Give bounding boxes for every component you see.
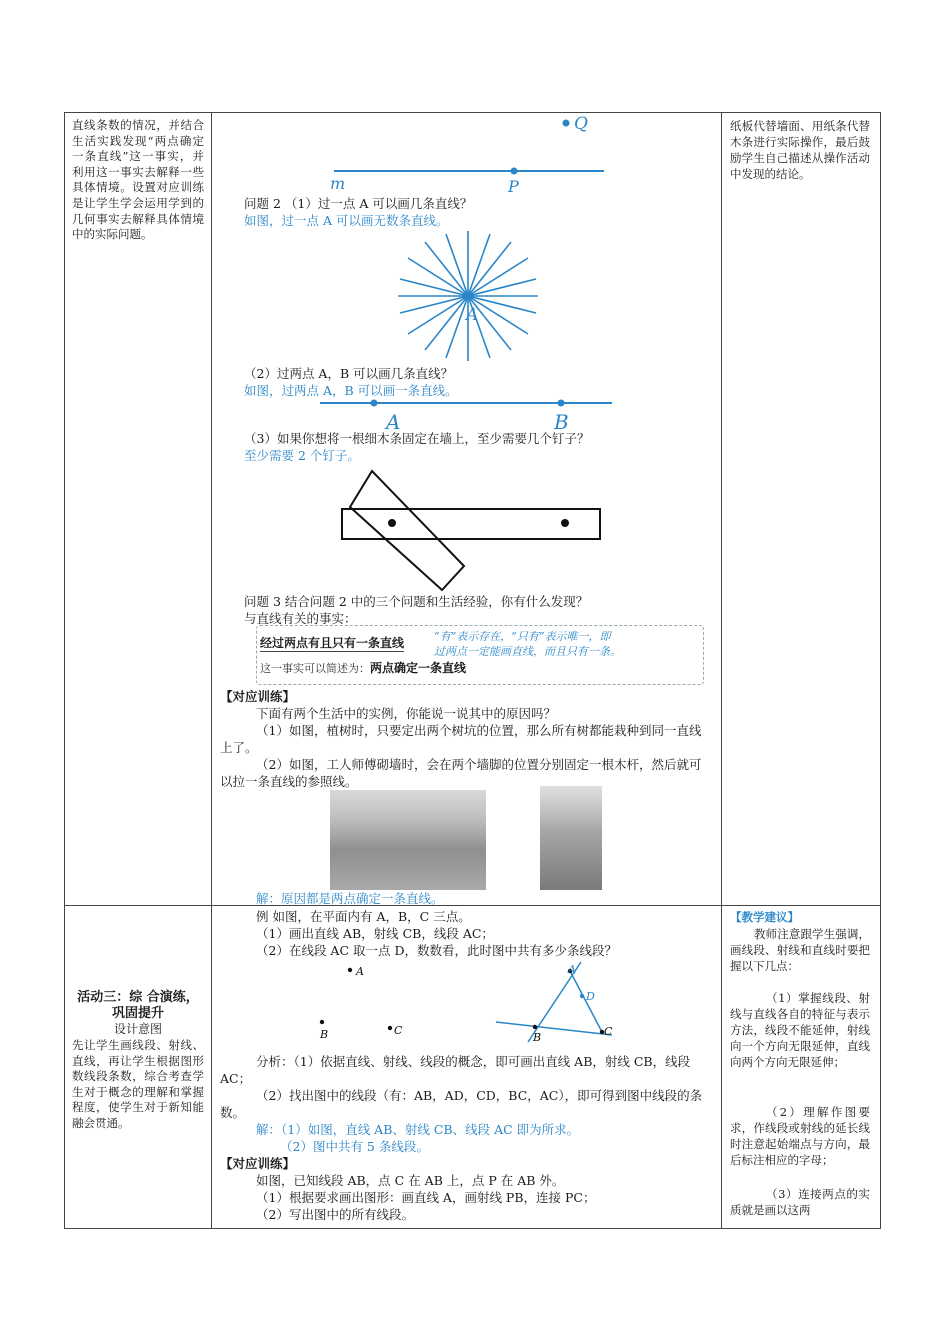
column-divider-left xyxy=(211,112,212,1228)
label-d-sol: D xyxy=(586,990,595,1003)
label-a-dot: A xyxy=(356,965,364,978)
analysis-1: 分析：（1）依据直线、射线、线段的概念，即可画出直线 AB，射线 CB，线段 AC； xyxy=(220,1054,691,1086)
nail-2 xyxy=(561,519,569,527)
fact-short-prefix: 这一事实可以简述为： xyxy=(260,662,370,675)
question-2-3: （3）如果你想将一根细木条固定在墙上，至少需要几个钉子？ xyxy=(244,431,590,446)
solution-1: 解：（1）如图，直线 AB、射线 CB、线段 AC 即为所求。 xyxy=(256,1122,580,1137)
label-a-star: A xyxy=(466,305,479,325)
point-b-line xyxy=(558,400,565,407)
fact-note-line-2: 过两点一定能画直线，而且只有一条。 xyxy=(434,645,621,658)
label-c-dot: C xyxy=(394,1024,403,1037)
label-a-line: A xyxy=(386,410,401,434)
training-1-answer: 解：原因都是两点确定一条直线。 xyxy=(256,891,444,906)
training-2-label: 【对应训练】 xyxy=(220,1156,296,1171)
teaching-suggestion-label: 【教学建议】 xyxy=(730,910,799,924)
design-intent-text-2: 先让学生画线段、射线、直线，再让学生根据图形数线段条数，综合考查学生对于概念的理解和掌握程度，使学生对于新知能融会贯通。 xyxy=(72,1038,204,1130)
tree-planting-photo xyxy=(330,790,486,890)
point-p xyxy=(511,168,518,175)
activity-title: 活动三：综 合演练，巩固提升 xyxy=(77,990,199,1021)
fact-note-line-1: “有”表示存在，“只有”表示唯一，即 xyxy=(434,630,611,643)
training-1-intro: 下面有两个生活中的实例，你能说一说其中的原因吗？ xyxy=(256,706,557,721)
lines-through-point-figure xyxy=(396,228,540,370)
tilted-stick xyxy=(350,471,464,590)
training-2-intro: 如图，已知线段 AB，点 C 在 AB 上，点 P 在 AB 外。 xyxy=(256,1173,565,1188)
teaching-suggestion-p2: （1）掌握线段、射线与直线各自的特征与表示方法，线段不能延伸，射线向一个方向无限延伸，直线向两个方向无限延伸； xyxy=(730,991,870,1069)
training-2-item-2: （2）写出图中的所有线段。 xyxy=(256,1207,414,1222)
analysis-2: （2）找出图中的线段（有：AB，AD，CD，BC，AC），即可得到图中线段的条数。 xyxy=(220,1088,703,1120)
line-m-figure xyxy=(320,112,620,196)
teaching-suggestion-p1: 教师注意跟学生强调，画线段、射线和直线时要把握以下几点： xyxy=(730,927,870,973)
label-b-sol: B xyxy=(533,1031,542,1044)
fact-main: 经过两点有且只有一条直线 xyxy=(260,636,405,650)
label-p: P xyxy=(508,177,519,196)
teaching-note-1: 纸板代替墙面、用纸条代替木条进行实际操作，最后鼓励学生自己描述从操作活动中发现的结论。 xyxy=(730,119,870,181)
training-1-item-2: （2）如图，工人师傅砌墙时，会在两个墙脚的位置分别固定一根木杆，然后就可以拉一条直线的参照线。 xyxy=(220,757,702,789)
example-part-2: （2）在线段 AC 取一点 D，数数看，此时图中共有多少条线段？ xyxy=(256,943,617,958)
teaching-suggestion-p4: （3）连接两点的实质就是画以这两 xyxy=(730,1187,870,1217)
ray-cb xyxy=(496,1022,612,1035)
example-statement: 例 如图，在平面内有 A，B，C 三点。 xyxy=(256,909,471,924)
label-m: m xyxy=(330,174,346,193)
bricklayer-photo xyxy=(540,786,602,890)
label-q: Q xyxy=(574,114,588,134)
question-2-answer-2: 如图，过两点 A，B 可以画一条直线。 xyxy=(244,383,458,398)
fact-short: 两点确定一条直线 xyxy=(370,661,467,675)
point-a-dot xyxy=(348,968,352,972)
teaching-suggestion-p3: （2）理解作图要求，作线段或射线的延长线时注意起始端点与方向，最后标注相应的字母； xyxy=(730,1105,870,1167)
solution-2: （2）图中共有 5 条线段。 xyxy=(280,1139,429,1154)
column-divider-right xyxy=(721,112,722,1228)
design-intent-heading: 设计意图 xyxy=(113,1022,162,1036)
question-3-facts-label: 与直线有关的事实： xyxy=(244,611,357,626)
question-2-part-3 xyxy=(220,430,712,464)
question-2-block xyxy=(220,195,712,229)
label-a-sol: A xyxy=(568,963,576,976)
question-2: 问题 2 （1）过一点 A 可以画几条直线？ xyxy=(244,196,473,211)
example-part-1: （1）画出直线 AB，射线 CB，线段 AC； xyxy=(256,926,494,941)
point-a-line xyxy=(371,400,378,407)
sticks-nails-figure xyxy=(326,466,606,592)
point-d-sol xyxy=(580,994,584,998)
question-2-answer-1: 如图，过一点 A 可以画无数条直线。 xyxy=(244,213,449,228)
point-q xyxy=(563,120,570,127)
training-1-label: 【对应训练】 xyxy=(220,689,296,704)
training-2-item-1: （1）根据要求画出图形：画直线 A，画射线 PB，连接 PC； xyxy=(256,1190,596,1205)
question-3-block xyxy=(220,593,712,627)
solution-figure xyxy=(488,960,620,1046)
line-ab-figure xyxy=(316,392,616,434)
training-1-item-1: （1）如图，植树时，只要定出两个树坑的位置，那么所有树都能栽种到同一直线上了。 xyxy=(220,723,702,755)
fact-note xyxy=(434,629,621,659)
point-b-dot xyxy=(320,1020,324,1024)
label-b-line: B xyxy=(554,410,569,434)
point-c-dot xyxy=(388,1026,392,1030)
label-b-dot: B xyxy=(320,1028,329,1041)
point-b-sol xyxy=(533,1025,537,1029)
label-c-sol: C xyxy=(604,1025,613,1038)
points-abc-figure xyxy=(312,960,412,1042)
example-block xyxy=(220,908,712,959)
question-3: 问题 3 结合问题 2 中的三个问题和生活经验，你有什么发现？ xyxy=(244,594,589,609)
analysis-solution-block xyxy=(220,1053,712,1223)
training-1-block xyxy=(220,688,712,790)
fact-short-line xyxy=(260,659,466,676)
point-a-star xyxy=(465,293,472,300)
nail-1 xyxy=(388,519,396,527)
question-2-2: （2）过两点 A，B 可以画几条直线？ xyxy=(244,366,454,381)
question-2-answer-3: 至少需要 2 个钉子。 xyxy=(244,448,360,463)
design-intent-text-1: 直线条数的情况，并结合生活实践发现“两点确定一条直线”这一事实，并利用这一事实去解释一些具体情境。设置对应训练是让学生学会运用学到的几何事实去解释具体情境中的实际问题。 xyxy=(72,118,204,242)
